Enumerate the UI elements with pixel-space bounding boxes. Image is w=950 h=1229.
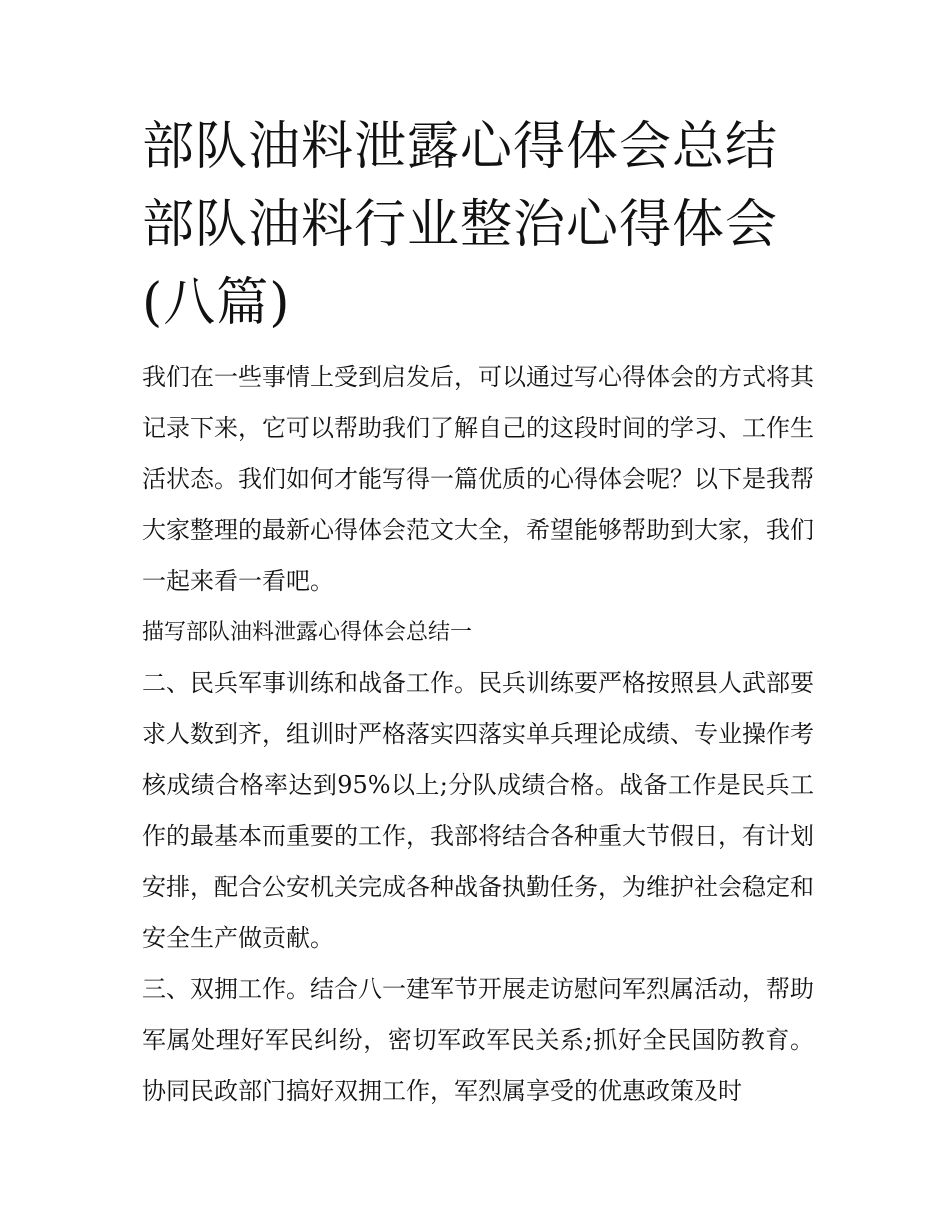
document-page (142, 108, 814, 1117)
paragraph-militia-training: 二、民兵军事训练和战备工作。民兵训练要严格按照县人武部要求人数到齐，组训时严格落实四落实单兵理论成绩、专业操作考核成绩合格率达到95%以上;分队成绩合格。战备工作是民兵工作的最基本而重要的工作，我部将结合各种重大节假日，有计划安排，配合公安机关完成各种战备执勤任务，为维护社会稳定和安全生产做贡献。 (142, 669, 814, 952)
document-title: 部队油料泄露心得体会总结 部队油料行业整治心得体会(八篇) (142, 117, 779, 333)
section-heading: 描写部队油料泄露心得体会总结一 (142, 620, 473, 645)
paragraph-double-support: 三、双拥工作。结合八一建军节开展走访慰问军烈属活动，帮助军属处理好军民纠纷，密切军政军民关系;抓好全民国防教育。协同民政部门搞好双拥工作，军烈属享受的优惠政策及时 (142, 975, 814, 1105)
intro-paragraph: 我们在一些事情上受到启发后，可以通过写心得体会的方式将其记录下来，它可以帮助我们了解自己的这段时间的学习、工作生活状态。我们如何才能写得一篇优质的心得体会呢？以下是我帮大家整理的最新心得体会范文大全，希望能够帮助到大家，我们一起来看一看吧。 (142, 363, 814, 595)
